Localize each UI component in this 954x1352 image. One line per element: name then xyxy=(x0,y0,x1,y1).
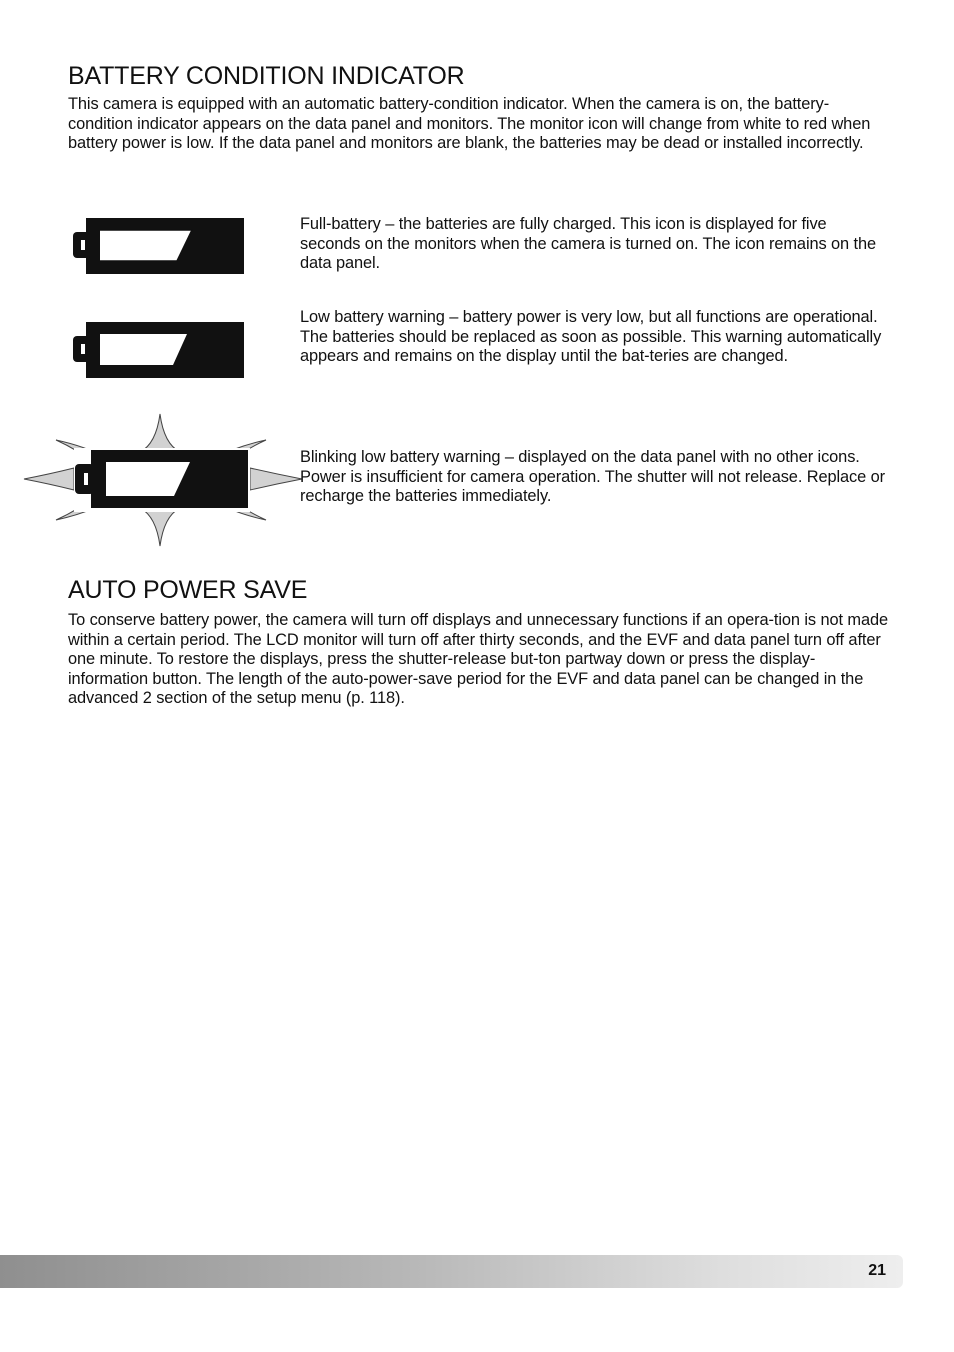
full-battery-icon xyxy=(70,214,246,276)
auto-power-save-heading: AUTO POWER SAVE xyxy=(68,576,308,604)
low-battery-description: Low battery warning – battery power is very low, but all functions are operational. The batteries should be replaced as soon as possible. This warning automatically appears and remains on the display until the bat-teries are changed. xyxy=(300,308,882,365)
full-battery-description: Full-battery – the batteries are fully charged. This icon is displayed for five seconds on the monitors when the camera is turned on. The icon remains on the data panel. xyxy=(300,215,877,272)
battery-intro-paragraph: This camera is equipped with an automatic battery-condition indicator. When the camera is on, the battery-condition indicator appears on the data panel and monitors. The monitor icon will change from white to red when battery power is low. If the data panel and monitors are blank, the batteries may be dead or installed incorrectly. xyxy=(68,95,871,152)
footer-bar xyxy=(0,1255,903,1288)
blinking-low-battery-icon xyxy=(22,412,304,548)
battery-condition-heading: BATTERY CONDITION INDICATOR xyxy=(68,62,465,90)
auto-power-save-paragraph: To conserve battery power, the camera will turn off displays and unnecessary functions if an opera-tion is not made within a certain period. The LCD monitor will turn off after thirty seconds, and the EVF and data panel turn off after one minute. To restore the displays, press the shutter-release but-ton partway down or press the display-information button. The length of the auto-power-save period for the EVF and data panel can be changed in the advanced 2 section of the setup menu (p. 118). xyxy=(68,611,889,707)
low-battery-icon xyxy=(70,318,246,380)
blinking-battery-description: Blinking low battery warning – displayed on the data panel with no other icons. Power is insufficient for camera operation. The shutter will not release. Replace or recharge the batteries immediately. xyxy=(300,448,885,505)
page-number: 21 xyxy=(868,1262,886,1279)
